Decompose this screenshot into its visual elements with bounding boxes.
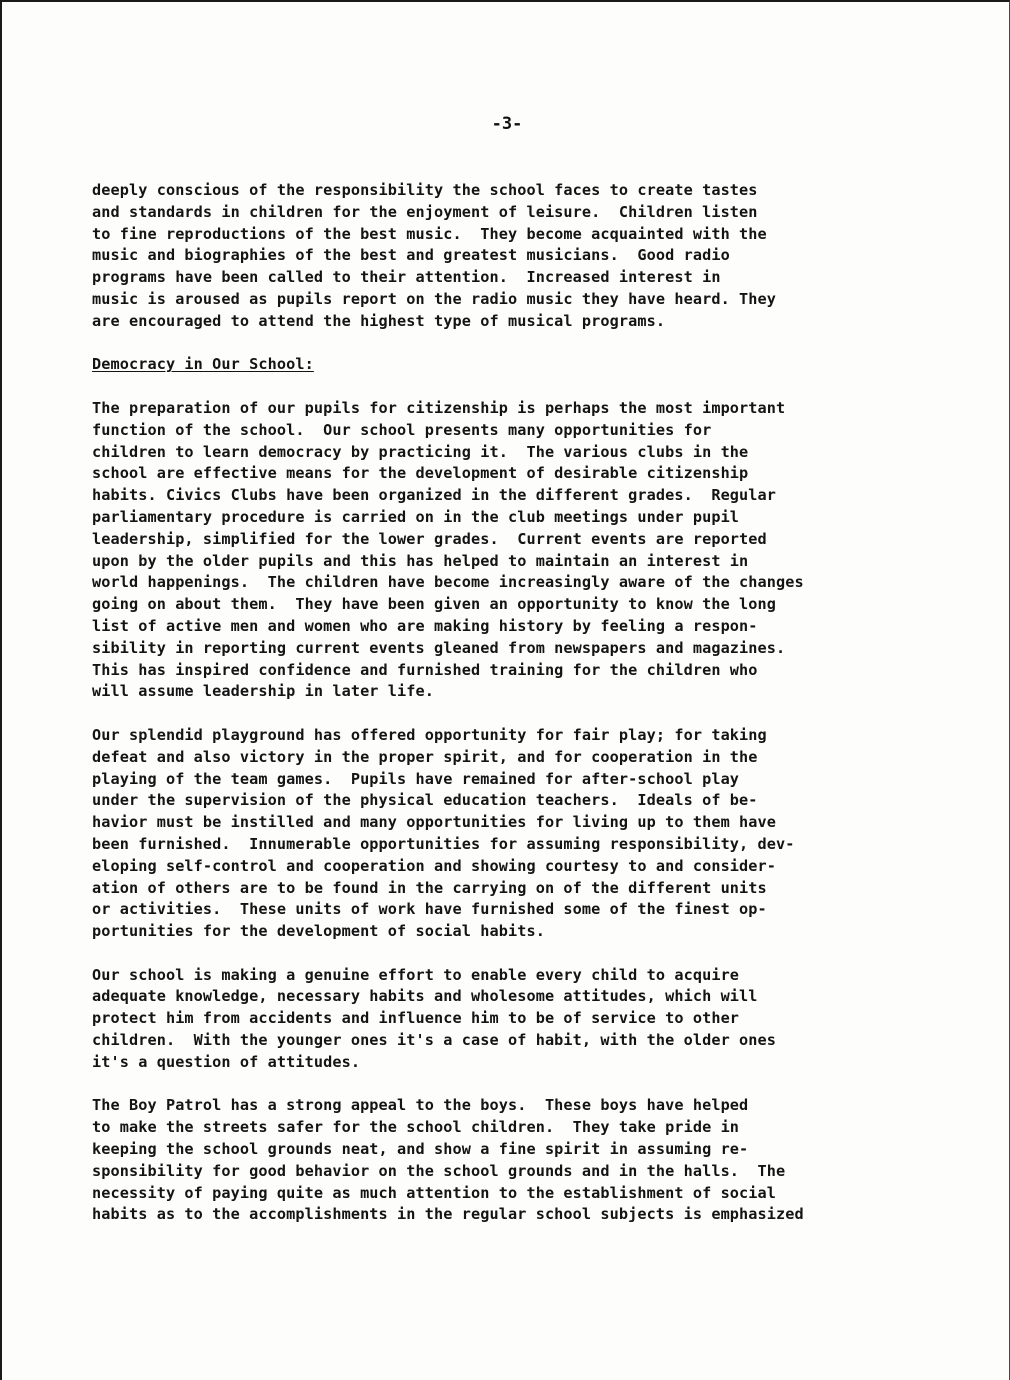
text-line: music is aroused as pupils report on the radio music they have heard. They — [92, 289, 777, 308]
boy-patrol-paragraph — [92, 1095, 922, 1226]
text-line: habits. Civics Clubs have been organized in the different grades. Regular — [92, 486, 777, 505]
text-line: Our splendid playground has offered opportunity for fair play; for taking — [92, 725, 767, 744]
text-line: children to learn democracy by practicing it. The various clubs in the — [92, 442, 749, 461]
intro-paragraph — [92, 180, 922, 333]
document-body — [92, 180, 922, 1248]
text-line: been furnished. Innumerable opportunities for assuming responsibility, dev- — [92, 834, 795, 853]
text-line: eloping self-control and cooperation and showing courtesy to and consider- — [92, 856, 777, 875]
text-line: necessity of paying quite as much attention to the establishment of social — [92, 1183, 777, 1202]
text-line: This has inspired confidence and furnished training for the children who — [92, 660, 758, 679]
text-line: music and biographies of the best and greatest musicians. Good radio — [92, 246, 730, 265]
text-line: sponsibility for good behavior on the school grounds and in the halls. The — [92, 1161, 786, 1180]
text-line: to fine reproductions of the best music. They become acquainted with the — [92, 224, 767, 243]
text-line: Our school is making a genuine effort to enable every child to acquire — [92, 965, 740, 984]
text-line: and standards in children for the enjoyment of leisure. Children listen — [92, 202, 758, 221]
playground-paragraph — [92, 725, 922, 943]
text-line: it's a question of attitudes. — [92, 1052, 361, 1071]
text-line: parliamentary procedure is carried on in the club meetings under pupil — [92, 507, 740, 526]
text-line: will assume leadership in later life. — [92, 682, 435, 701]
citizenship-paragraph — [92, 398, 922, 703]
text-line: are encouraged to attend the highest type of musical programs. — [92, 311, 666, 330]
text-line: going on about them. They have been given an opportunity to know the long — [92, 595, 777, 614]
text-line: or activities. These units of work have furnished some of the finest op- — [92, 900, 767, 919]
section-heading: Democracy in Our School: — [92, 355, 314, 374]
text-line: havior must be instilled and many opportunities for living up to them have — [92, 813, 777, 832]
text-line: leadership, simplified for the lower grades. Current events are reported — [92, 529, 767, 548]
text-line: deeply conscious of the responsibility the school faces to create tastes — [92, 181, 758, 199]
text-line: portunities for the development of social habits. — [92, 922, 545, 941]
text-line: playing of the team games. Pupils have remained for after-school play — [92, 769, 740, 788]
text-line: habits as to the accomplishments in the regular school subjects is emphasized — [92, 1205, 804, 1224]
text-line: under the supervision of the physical education teachers. Ideals of be- — [92, 791, 758, 810]
safety-paragraph — [92, 965, 922, 1074]
text-line: defeat and also victory in the proper spirit, and for cooperation in the — [92, 747, 758, 766]
text-line: adequate knowledge, necessary habits and wholesome attitudes, which will — [92, 987, 758, 1006]
text-line: to make the streets safer for the school children. They take pride in — [92, 1118, 740, 1137]
text-line: school are effective means for the development of desirable citizenship — [92, 464, 749, 483]
text-line: ation of others are to be found in the carrying on of the different units — [92, 878, 767, 897]
text-line: children. With the younger ones it's a case of habit, with the older ones — [92, 1031, 777, 1050]
text-line: programs have been called to their attention. Increased interest in — [92, 268, 721, 287]
page-number: -3- — [491, 114, 523, 134]
text-line: The Boy Patrol has a strong appeal to the boys. These boys have helped — [92, 1096, 749, 1115]
text-line: sibility in reporting current events gleaned from newspapers and magazines. — [92, 638, 786, 657]
text-line: protect him from accidents and influence him to be of service to other — [92, 1009, 740, 1028]
text-line: world happenings. The children have become increasingly aware of the changes — [92, 573, 804, 592]
text-line: keeping the school grounds neat, and show a fine spirit in assuming re- — [92, 1140, 749, 1159]
text-line: list of active men and women who are making history by feeling a respon- — [92, 616, 758, 635]
text-line: The preparation of our pupils for citizenship is perhaps the most important — [92, 398, 786, 417]
text-line: function of the school. Our school presents many opportunities for — [92, 420, 712, 439]
text-line: upon by the older pupils and this has helped to maintain an interest in — [92, 551, 749, 570]
